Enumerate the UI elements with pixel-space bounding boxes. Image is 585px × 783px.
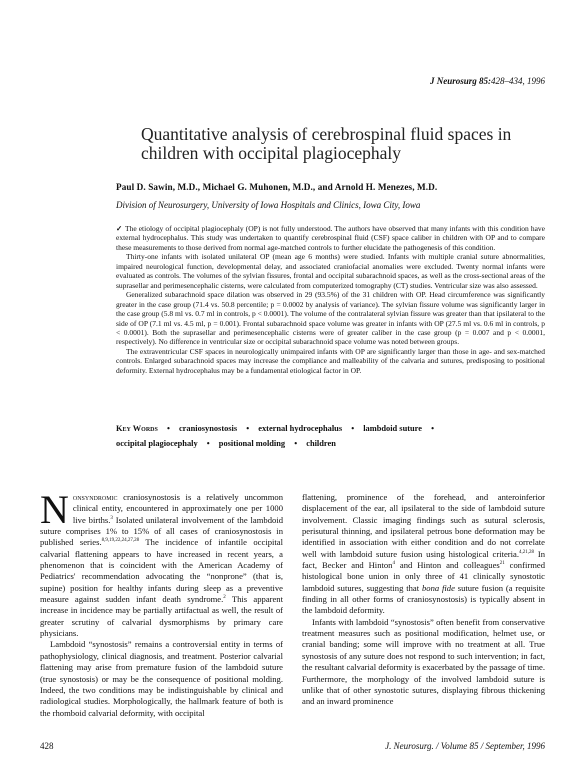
reference: 21 xyxy=(499,561,505,567)
body-paragraph: Infants with lambdoid “synostosis” often benefit from conservative treatment measures such as positional modification, helmet use, or cranial banding; some will improve with no treatment at all. True synostosis of any suture does not respond to such intervention; in fact, the resultant calvarial deformity is exacerbated by the passage of time. Furthermore, the morphology of the involved lambdoid suture is unlike that of other synostotic sutures, displaying fibrous thickening and an inward prominence xyxy=(302,616,545,707)
body-paragraph: flattening, prominence of the forehead, and anteroinferior displacement of the ear, all ipsilateral to the side of lambdoid suture involvement. Classic imaging findings such as sutural sclerosis, perisutural thinning, and ipsilateral petrous bone deformation may be identified in association with either condition and do not correlate well with lambdoid suture fusion using histological criteria.$^{4,21,28}$ In fact, Becker and Hinton$^4$ and Hinton and colleagues$^{21}$ confirmed histological bone union in only three of 41 clinically synostotic lambdoid sutures, suggesting that bona fide suture fusion (a requisite finding in all other forms of craniosynostosis) is typically absent in the lambdoid deformity. xyxy=(302,492,546,616)
keywords-label: Key Words xyxy=(116,424,158,433)
reference: 8,9,19,22,24,27,28 xyxy=(101,538,140,544)
body-column-left xyxy=(40,487,284,719)
reference: 2 xyxy=(223,595,226,601)
abstract-paragraph-1: ✓ The etiology of occipital plagiocephaly (OP) is not fully understood. The authors have observed that many infants with this condition have external hydrocephalus. This study was undertaken to quantify cerebrospinal fluid (CSF) space caliber in children with OP and to compare these measurements to those derived from normal age-matched controls to further elucidate the pathogenesis of this condition. xyxy=(116,224,545,252)
keyword-item: craniosynostosis xyxy=(178,424,238,433)
keyword-separator: • xyxy=(166,424,170,433)
keyword-item: occipital plagiocephaly xyxy=(116,439,198,448)
checkmark-icon: ✓ xyxy=(116,224,123,233)
abstract-paragraph-2: Thirty-one infants with isolated unilateral OP (mean age 6 months) were studied. Infants with multiple cranial suture abnormalities, impaired neurological function, developmental delay, and associated craniofacial anomalies were excluded. Twenty normal infants were evaluated as controls. The volumes of the sylvian fissures, frontal and occipital subarachnoid spaces, as well as the cross-sectional areas of the suprasellar and perimesencephalic cisterns, were calculated from computerized tomography (CT) studies. Ventricular size was also assessed. xyxy=(116,252,545,290)
journal-citation-header xyxy=(430,76,545,86)
abstract-paragraph-4: The extraventricular CSF spaces in neurologically unimpaired infants with OP are significantly larger than those in age- and sex-matched controls. Enlarged subarachnoid spaces may increase the compliance and malleability of the calvaria and sutures, predisposing to positional deformity. External hydrocephalus may be a fundamental etiological factor in OP. xyxy=(116,346,545,375)
keyword-separator: • xyxy=(246,424,250,433)
keyword-separator: • xyxy=(431,424,434,433)
keywords xyxy=(116,421,556,451)
body-paragraph: Lambdoid “synostosis” remains a controversial entity in terms of pathophysiology, clinical diagnosis, and treatment. Posterior calvarial flattening may arise from premature fusion of the lambdoid suture (true synostosis) or may be the consequence of positional molding. Indeed, the two conditions may be indistinguishable by clinical and radiological studies. Morphologically, the hallmark feature of both is the rhomboid calvarial deformity, with occipital xyxy=(40,639,283,718)
affiliation: Division of Neurosurgery, University of Iowa Hospitals and Clinics, Iowa City, Iowa xyxy=(116,200,421,210)
abstract-paragraph-3: Generalized subarachnoid space dilation was observed in 29 (93.5%) of the 31 children with OP. Head circumference was significantly greater in the case group (71.4 vs. 50.8 percentile; p = 0.0002 by analysis of variance). The sylvian fissure volume was significantly larger in the case group (5.8 ml vs. 0.7 ml in controls, p < 0.0001). The volume of the contralateral sylvian fissure was greater than that ipsilateral to the side of OP (7.1 ml vs. 4.5 ml, p = 0.001). Frontal subarachnoid space volume was greater in infants with OP (27.5 ml vs. 0.6 ml in controls, p < 0.0001). Both the suprasellar and perimesencephalic cisterns were of greater caliber in the case group (p = 0.007 and p < 0.0001, respectively). No difference in ventricular size or occipital subarachnoid space volume was noted between groups. xyxy=(116,290,545,347)
body-paragraph: Nonsyndromic craniosynostosis is a relatively uncommon clinical entity, encountered in approximately one per 1000 live births.$^3$ Isolated unilateral involvement of the lambdoid suture comprises 1% to 15% of all cases of craniosynostosis in published series.$^{8,9,19,22,24,27,28}$ The incidence of infantile occipital calvarial flattening appears to have increased in recent years, a phenomenon that is coincident with the American Academy of Pediatrics' recommendation advocating the “nonprone” (that is, supine) position for healthy infants during sleep as a preventive measure against sudden infant death syndrome.$^2$ This apparent increase in incidence may be partially artifactual as well, the result of greater scrutiny of calvarial dysmorphisms by primary care physicians. xyxy=(40,487,284,639)
abstract xyxy=(116,224,545,375)
footer-citation: J. Neurosurg. / Volume 85 / September, 1996 xyxy=(385,741,545,751)
reference: 3 xyxy=(110,515,113,521)
body-column-right xyxy=(302,492,545,708)
authors: Paul D. Sawin, M.D., Michael G. Muhonen, M.D., and Arnold H. Menezes, M.D. xyxy=(116,182,438,192)
journal-volume: 85: xyxy=(479,76,491,86)
drop-cap: N xyxy=(40,487,69,532)
keyword-separator: • xyxy=(294,439,298,448)
journal-pages-year: 428–434, 1996 xyxy=(491,76,545,86)
keyword-item: lambdoid suture xyxy=(363,424,422,433)
keyword-item: children xyxy=(306,439,336,448)
journal-name: J Neurosurg xyxy=(429,76,477,86)
keyword-separator: • xyxy=(206,439,210,448)
keyword-item: positional molding xyxy=(218,439,286,448)
article-title: Quantitative analysis of cerebrospinal fluid spaces in children with occipital plagiocephaly xyxy=(141,124,512,163)
keyword-item: external hydrocephalus xyxy=(258,424,343,433)
reference: 4 xyxy=(392,561,395,567)
page-number: 428 xyxy=(40,741,54,751)
keyword-separator: • xyxy=(351,424,355,433)
reference: 4,21,28 xyxy=(519,549,535,555)
